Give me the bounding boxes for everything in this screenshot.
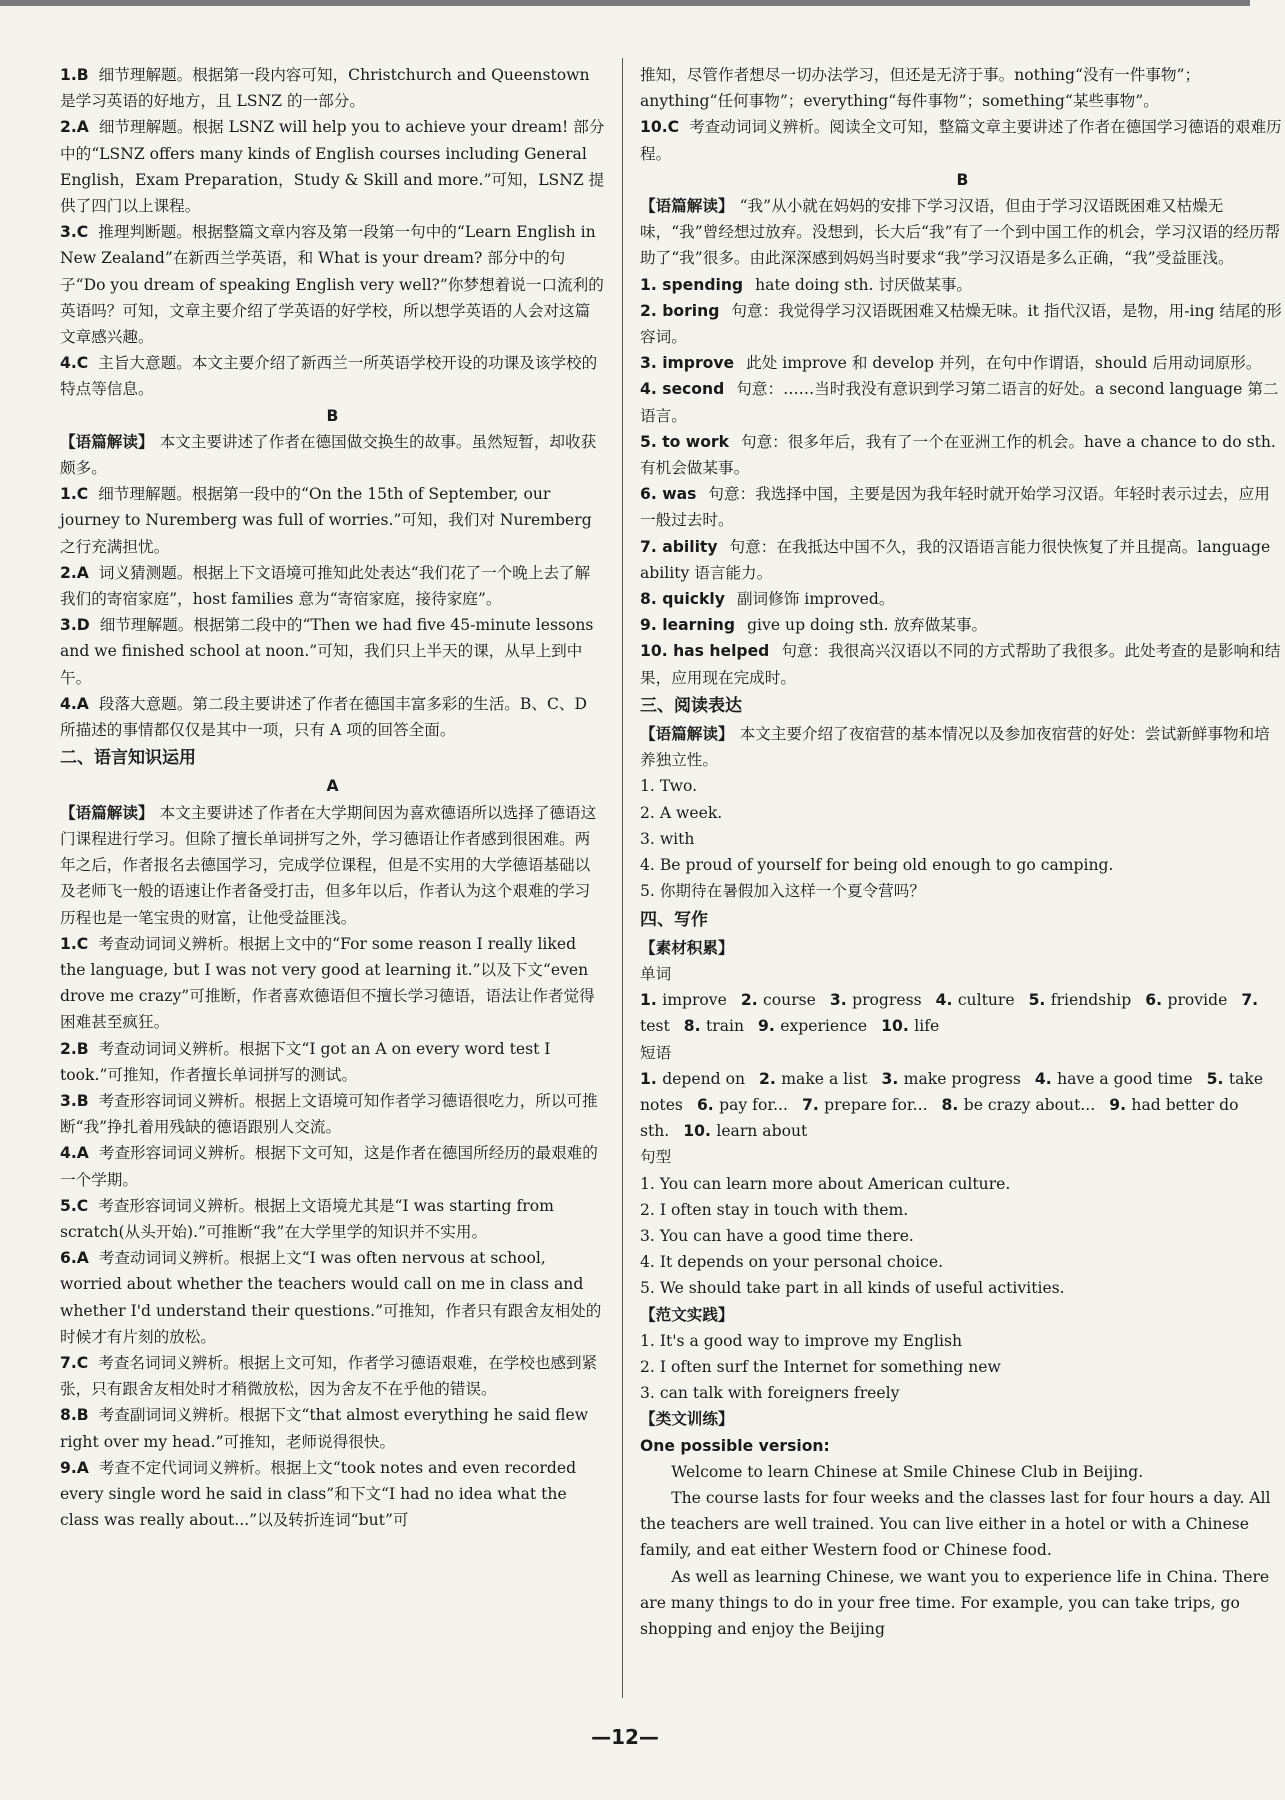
language-b-summary: 【语篇解读】 “我”从小就在妈妈的安排下学习汉语，但由于学习汉语既困难又枯燥无味，“我”曾经想过放弃。没想到，长大后“我”有了一个到中国工作的机会，学习汉语的经历帮助了“我”很多。由此深深感到妈妈当时要求“我”学习汉语是多么正确，“我”受益匪浅。 [640, 197, 1281, 268]
answer-letter: A [76, 1144, 89, 1163]
answer-number: 7. [60, 1353, 77, 1372]
answer-item [60, 931, 605, 1036]
answer-letter: A [76, 1249, 89, 1268]
answer-number: 1. [60, 66, 77, 84]
answer-item [60, 1140, 605, 1192]
vocab-word: culture [957, 991, 1015, 1010]
phrases-label: 短语 [640, 1043, 672, 1062]
answer-letter: C [76, 1196, 89, 1215]
answer-explanation: 考查动词词义辨析。根据上文“I was often nervous at school, worried about whether the teachers would call on me in class and whether I'd understand their questions.”可推知，作者只有跟舍友相处的时候才有片刻的放松。 [60, 1249, 602, 1346]
reading-a-answers [60, 62, 605, 403]
answer-letter: B [76, 66, 89, 84]
answer-number: 3. [60, 223, 77, 242]
fill-explanation: 句意：我很高兴汉语以不同的方式帮助了我很多。此处考查的是影响和结果，应用现在完成时。 [640, 642, 1281, 687]
reading-b-summary: 【语篇解读】 本文主要讲述了作者在德国做交换生的故事。虽然短暂，却收获颇多。 [60, 432, 597, 478]
answer-number: 9. [60, 1458, 77, 1477]
reading-b-answers [60, 481, 605, 743]
fill-explanation: hate doing sth. 讨厌做某事。 [755, 275, 973, 294]
vocab-phrase: learn about [716, 1122, 808, 1141]
material-tag: 【素材积累】 [640, 938, 734, 957]
vocab-phrase: pay for... [719, 1095, 788, 1114]
fill-item [640, 429, 1285, 481]
answer-letter: C [76, 354, 89, 373]
vocab-phrase: prepare for... [824, 1095, 928, 1114]
fill-word: boring [662, 301, 720, 320]
right-column [640, 62, 1285, 1642]
fill-explanation: 句意：在我抵达中国不久，我的汉语语言能力很快恢复了并且提高。language ability 语言能力。 [640, 537, 1271, 582]
fill-item [640, 298, 1285, 350]
sentence-pattern: 3. You can have a good time there. [640, 1226, 914, 1245]
answer-explanation: 细节理解题。根据第一段中的“On the 15th of September, our journey to Nuremberg was full of worries.”可知，我们对 Nuremberg 之行充满担忧。 [60, 485, 592, 556]
training-tag: 【类文训练】 [640, 1410, 734, 1429]
summary-tag: 【语篇解读】 [640, 197, 734, 216]
sentences-label: 句型 [640, 1148, 672, 1167]
practice-answer: 3. can talk with foreigners freely [640, 1384, 900, 1403]
fill-item [640, 638, 1285, 690]
answer-explanation: 考查动词词义辨析。根据上文中的“For some reason I really liked the language, but I was not very good at learning it.”以及下文“even drove me crazy”可推断，作者喜欢德语但不擅长学习德语，语法让作者觉得困难甚至疯狂。 [60, 934, 595, 1032]
practice-answer: 1. It's a good way to improve my English [640, 1331, 963, 1350]
fill-item [640, 350, 1285, 376]
expression-answer: 1. Two. [640, 777, 698, 796]
vocab-word-number: 5. [1028, 991, 1051, 1010]
vocab-phrase-number: 3. [881, 1069, 904, 1088]
answer-number: 6. [60, 1249, 77, 1268]
answer-number: 5. [60, 1196, 77, 1215]
fill-item [640, 612, 1285, 638]
answer-explanation: 考查形容词词义辨析。根据上文语境尤其是“I was starting from scratch(从头开始).”可推断“我”在大学里学的知识并不实用。 [60, 1196, 554, 1241]
sentence-pattern: 5. We should take part in all kinds of useful activities. [640, 1279, 1065, 1298]
vocab-word-number: 9. [758, 1017, 781, 1036]
answer-item [60, 481, 605, 560]
version-label: One possible version: [640, 1436, 830, 1455]
answer-item [60, 1350, 605, 1402]
fill-item [640, 586, 1285, 612]
answer-10: 10.C 考查动词词义辨析。阅读全文可知，整篇文章主要讲述了作者在德国学习德语的艰难历程。 [640, 118, 1282, 163]
answer-item [60, 1036, 605, 1088]
vocab-word-number: 8. [683, 1017, 706, 1036]
vocab-word: course [763, 991, 816, 1010]
vocab-phrase-number: 2. [759, 1069, 782, 1088]
vocab-word-number: 2. [740, 991, 764, 1010]
essay-paragraph: The course lasts for four weeks and the classes last for four hours a day. All the teachers are well trained. You can live either in a hotel or with a Chinese family, and eat either Western food or Chinese food. [640, 1488, 1271, 1560]
answer-explanation: 段落大意题。第二段主要讲述了作者在德国丰富多彩的生活。B、C、D 所描述的事情都仅仅是其中一项，只有 A 项的回答全面。 [60, 694, 587, 740]
sample-essay [640, 1459, 1285, 1642]
fill-word: spending [662, 275, 744, 294]
summary-tag: 【语篇解读】 [60, 432, 154, 451]
answer-item [60, 1402, 605, 1454]
fill-explanation: 此处 improve 和 develop 并列，在句中作谓语，should 后用动词原形。 [746, 354, 1262, 373]
fill-number: 2. [640, 301, 663, 320]
answer-item [60, 1193, 605, 1245]
left-column [60, 62, 605, 1533]
vocab-phrase: had better do sth. [640, 1095, 1239, 1141]
answer-letter: C [76, 223, 89, 242]
fill-blank-answers [640, 272, 1285, 691]
section-a-heading: A [326, 777, 339, 796]
answer-number: 3. [60, 1091, 77, 1110]
fill-number: 1. [640, 275, 663, 294]
answer-explanation: 推理判断题。根据整篇文章内容及第一段第一句中的“Learn English in New Zealand”在新西兰学英语，和 What is your dream? 部分中的句子“Do you dream of speaking English very well?”你梦想着说一口流利的英语吗？可知，文章主要介绍了学英语的好学校，所以想学英语的人会对这篇文章感兴趣。 [60, 223, 604, 347]
answer-item [60, 1455, 605, 1534]
answer-item [60, 1245, 605, 1350]
vocab-phrase-number: 5. [1206, 1069, 1229, 1088]
expression-answer: 2. A week. [640, 803, 723, 822]
vocab-word: experience [780, 1017, 868, 1036]
sentence-pattern: 2. I often stay in touch with them. [640, 1200, 909, 1219]
vocab-phrase: make progress [903, 1069, 1021, 1088]
vocab-phrase: be crazy about... [963, 1095, 1096, 1114]
sentence-pattern: 1. You can learn more about American culture. [640, 1174, 1011, 1193]
expression-answer: 4. Be proud of yourself for being old enough to go camping. [640, 856, 1114, 875]
answer-number: 8. [60, 1406, 77, 1425]
vocab-word: friendship [1050, 991, 1132, 1010]
section-2-title: 二、语言知识运用 [60, 748, 196, 769]
answer-number: 3. [60, 616, 77, 635]
fill-number: 4. [640, 380, 663, 399]
words-list [640, 987, 1285, 1039]
answer-item [60, 350, 605, 402]
answer-item [60, 62, 605, 114]
answer-explanation: 考查形容词词义辨析。根据下文可知，这是作者在德国所经历的最艰难的一个学期。 [60, 1144, 598, 1189]
answer-explanation: 考查副词词义辨析。根据下文“that almost everything he said flew right over my head.”可推知，老师说得很快。 [60, 1406, 589, 1451]
sentences-list [640, 1171, 1285, 1302]
answer-item [60, 691, 605, 743]
fill-number: 8. [640, 590, 663, 609]
fill-item [640, 272, 1285, 298]
answer-item [60, 114, 605, 219]
fill-explanation: 句意：很多年后，我有了一个在亚洲工作的机会。have a chance to do sth. 有机会做某事。 [640, 432, 1276, 478]
fill-explanation: give up doing sth. 放弃做某事。 [747, 616, 988, 635]
vocab-phrase: have a good time [1057, 1069, 1193, 1088]
vocab-phrase-number: 10. [683, 1122, 717, 1141]
vocab-word-number: 4. [935, 991, 958, 1010]
fill-explanation: 句意：我觉得学习汉语既困难又枯燥无味。it 指代汉语，是物，用-ing 结尾的形容词。 [640, 301, 1282, 347]
fill-explanation: 句意：我选择中国，主要是因为我年轻时就开始学习汉语。年轻时表示过去，应用一般过去时。 [640, 485, 1270, 530]
page-number: —12— [591, 1725, 659, 1749]
vocab-word-number: 6. [1145, 991, 1168, 1010]
answer-letter: A [76, 694, 89, 713]
vocab-phrase-number: 1. [640, 1069, 663, 1088]
answer-letter: C [76, 934, 89, 953]
vocab-phrase: make a list [781, 1069, 868, 1088]
fill-number: 7. [640, 537, 663, 556]
vocab-word-number: 3. [829, 991, 853, 1010]
vocab-word: progress [852, 991, 922, 1010]
answer-number: 2. [60, 563, 77, 582]
fill-word: has helped [673, 642, 770, 661]
fill-word: second [662, 380, 725, 399]
answer-explanation: 细节理解题。根据第二段中的“Then we had five 45-minute lessons and we finished school at noon.”可知，我们只上半天的课，从早上到中午。 [60, 616, 594, 687]
answer-item [60, 1088, 605, 1140]
essay-paragraph: As well as learning Chinese, we want you to experience life in China. There are many things to do in your free time. For example, you can take trips, go shopping and enjoy the Beijing [640, 1567, 1270, 1638]
sentence-pattern: 4. It depends on your personal choice. [640, 1253, 944, 1272]
vocab-word: train [705, 1017, 745, 1036]
top-border [0, 0, 1250, 6]
vocab-word: life [914, 1017, 940, 1036]
vocab-word: provide [1167, 991, 1228, 1010]
vocab-phrase-number: 9. [1109, 1095, 1132, 1114]
vocab-phrase-number: 6. [696, 1095, 720, 1114]
answer-letter: C [76, 1353, 89, 1372]
section-b-heading: B [326, 406, 339, 425]
fill-number: 10. [640, 642, 674, 661]
answer-number: 1. [60, 934, 77, 953]
column-divider [622, 58, 623, 1698]
fill-item [640, 481, 1285, 533]
vocab-phrase-number: 7. [801, 1095, 825, 1114]
fill-word: quickly [662, 590, 725, 609]
fill-item [640, 376, 1285, 428]
language-a-answers [60, 931, 605, 1534]
answer-explanation: 考查不定代词词义辨析。根据上文“took notes and even recorded every single word he said in class”和下文“I had no idea what the class was really about...”以及转折连词“but”可 [60, 1458, 577, 1530]
practice-list [640, 1328, 1285, 1407]
vocab-word-number: 7. [1241, 991, 1259, 1010]
fill-word: to work [662, 432, 729, 451]
expression-answer: 5. 你期待在暑假加入这样一个夏令营吗？ [640, 882, 925, 901]
answer-letter: A [76, 563, 89, 582]
summary-tag: 【语篇解读】 [640, 725, 734, 744]
fill-item [640, 534, 1285, 586]
answer-letter: C [76, 485, 89, 504]
answer-explanation: 考查名词词义辨析。根据上文可知，作者学习德语艰难，在学校也感到紧张，只有跟舍友相处时才稍微放松，因为舍友不在乎他的错误。 [60, 1353, 598, 1399]
fill-word: was [662, 485, 697, 504]
fill-number: 3. [640, 354, 663, 373]
answer-item [60, 612, 605, 691]
answer-number: 4. [60, 354, 77, 373]
vocab-word: test [640, 1017, 670, 1036]
section-b-heading-right: B [956, 170, 969, 189]
answer-number: 1. [60, 485, 77, 504]
vocab-phrase-number: 8. [941, 1095, 964, 1114]
answer-number: 2. [60, 118, 77, 137]
answer-letter: A [76, 1458, 89, 1477]
words-label: 单词 [640, 964, 672, 983]
answer-letter: B [76, 1039, 89, 1058]
phrases-list [640, 1066, 1285, 1145]
fill-word: learning [662, 616, 736, 635]
answer-explanation: 考查形容词词义辨析。根据上文语境可知作者学习德语很吃力，所以可推断“我”挣扎着用残缺的德语跟别人交流。 [60, 1091, 598, 1137]
answer-number: 4. [60, 694, 77, 713]
fill-number: 5. [640, 432, 663, 451]
fill-word: ability [662, 537, 718, 556]
answer-number: 2. [60, 1039, 77, 1058]
reading-expression-answers [640, 773, 1285, 904]
fill-number: 9. [640, 616, 663, 635]
practice-tag: 【范文实践】 [640, 1305, 734, 1324]
essay-paragraph: Welcome to learn Chinese at Smile Chinese Club in Beijing. [671, 1462, 1144, 1481]
answer-letter: D [76, 616, 90, 635]
vocab-word: improve [662, 991, 727, 1010]
vocab-phrase: take notes [640, 1069, 1264, 1114]
answer-item [60, 219, 605, 350]
vocab-word-number: 1. [640, 991, 663, 1010]
fill-number: 6. [640, 485, 663, 504]
expression-answer: 3. with [640, 829, 695, 848]
answer-letter: B [76, 1406, 89, 1425]
answer-explanation: 主旨大意题。本文主要介绍了新西兰一所英语学校开设的功课及该学校的特点等信息。 [60, 354, 598, 399]
practice-answer: 2. I often surf the Internet for something new [640, 1357, 1001, 1376]
vocab-phrase-number: 4. [1034, 1069, 1058, 1088]
answer-letter: A [76, 118, 89, 137]
section-4-title: 四、写作 [640, 909, 708, 930]
language-a-summary: 【语篇解读】 本文主要讲述了作者在大学期间因为喜欢德语所以选择了德语这门课程进行学习。但除了擅长单词拼写之外，学习德语让作者感到很困难。两年之后，作者报名去德国学习，完成学位课程，但是不实用的大学德语基础以及老师飞一般的语速让作者备受打击，但多年以后，作者认为这个艰难的学习历程也是一笔宝贵的财富，让他受益匪浅。 [60, 803, 597, 927]
answer-explanation: 词义猜测题。根据上下文语境可推知此处表达“我们花了一个晚上去了解我们的寄宿家庭”，host families 意为“寄宿家庭，接待家庭”。 [60, 563, 591, 609]
vocab-word-number: 10. [881, 1017, 915, 1036]
fill-explanation: 句意：……当时我没有意识到学习第二语言的好处。a second language 第二语言。 [640, 380, 1279, 425]
answer-item [60, 560, 605, 612]
answer-number: 4. [60, 1144, 77, 1163]
answer-letter: B [76, 1091, 89, 1110]
answer-explanation: 细节理解题。根据第一段内容可知，Christchurch and Queenstown 是学习英语的好地方，且 LSNZ 的一部分。 [60, 66, 590, 111]
answer-9-continued: 推知，尽管作者想尽一切办法学习，但还是无济于事。nothing“没有一件事物”；anything“任何事物”；everything“每件事物”；something“某些事物”。 [640, 66, 1201, 111]
vocab-phrase: depend on [662, 1069, 746, 1088]
fill-explanation: 副词修饰 improved。 [736, 590, 895, 609]
reading-expression-summary: 【语篇解读】 本文主要介绍了夜宿营的基本情况以及参加夜宿营的好处：尝试新鲜事物和培养独立性。 [640, 725, 1270, 770]
answer-explanation: 细节理解题。根据 LSNZ will help you to achieve your dream! 部分中的“LSNZ offers many kinds of English courses including General English，Exam Preparation，Study & Skill and more.”可知，LSNZ 提供了四门以上课程。 [60, 118, 605, 216]
fill-word: improve [662, 354, 735, 373]
section-3-title: 三、阅读表达 [640, 695, 742, 716]
answer-explanation: 考查动词词义辨析。根据下文“I got an A on every word test I took.”可推知，作者擅长单词拼写的测试。 [60, 1039, 551, 1084]
summary-tag: 【语篇解读】 [60, 803, 154, 822]
